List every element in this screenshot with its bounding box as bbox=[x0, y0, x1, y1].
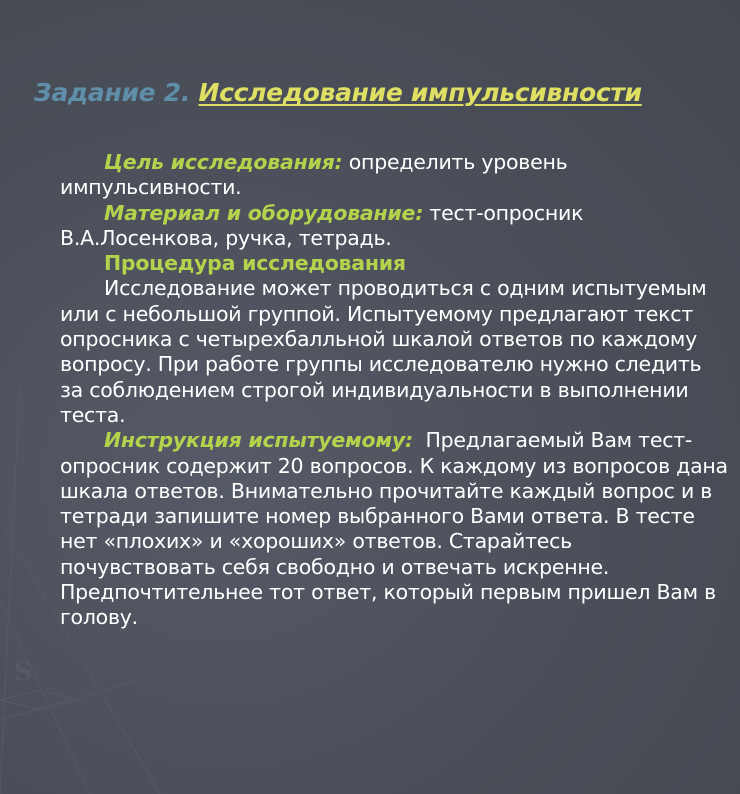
material-paragraph bbox=[60, 201, 728, 252]
material-text: тест-опросник В.А.Лосенкова, ручка, тетрадь. bbox=[60, 200, 584, 250]
title-prefix: Задание 2. bbox=[34, 78, 191, 107]
slide-title bbox=[34, 78, 642, 107]
instruction-label: Инструкция испытуемому: bbox=[104, 428, 413, 453]
procedure-heading: Процедура исследования bbox=[104, 251, 406, 276]
svg-text:S: S bbox=[14, 657, 33, 687]
title-main: Исследование импульсивности bbox=[198, 78, 642, 107]
goal-label: Цель исследования: bbox=[104, 150, 343, 174]
goal-text: определить уровень импульсивности. bbox=[60, 150, 568, 200]
material-label: Материал и оборудование: bbox=[104, 200, 424, 225]
procedure-paragraph: Исследование может проводиться с одним испытуемым или с небольшой группой. Испытуемому предлагают текст опросника с четырехбалльной шкалой ответов по каждому вопросу. При работе группы исследователю нужно следить за соблюдением строгой индивидуальности в выполнении теста. bbox=[60, 276, 707, 427]
goal-paragraph bbox=[60, 150, 728, 201]
instruction-paragraph bbox=[60, 428, 728, 630]
instruction-text: Предлагаемый Вам тест-опросник содержит 20 вопросов. К каждому из вопросов дана шкала ответов. Внимательно прочитайте каждый вопрос и в тетради запишите номер выбранного Вами ответа. В тесте нет «плохих» и «хороших» ответов. Старайтесь почувствовать себя свободно и отвечать искренне. Предпочтительнее тот ответ, который первым пришел Вам в голову. bbox=[60, 428, 728, 630]
slide-body bbox=[60, 150, 728, 631]
